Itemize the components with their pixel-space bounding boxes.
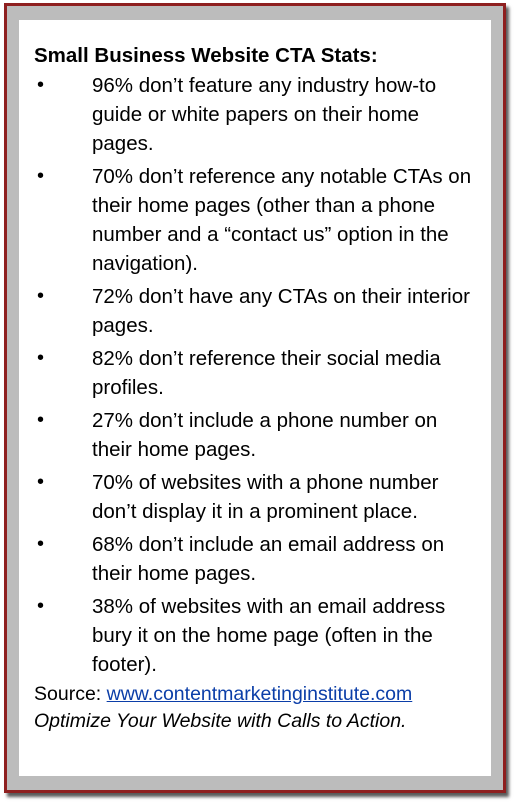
stat-text: 27% don’t include a phone number on their home pages. — [92, 409, 438, 461]
bullet-icon: • — [37, 285, 45, 307]
list-item — [34, 592, 477, 679]
stat-text: 70% of websites with a phone number don’t display it in a prominent place. — [92, 471, 439, 523]
list-item — [34, 282, 477, 340]
stat-text: 82% don’t reference their social media profiles. — [92, 347, 441, 399]
source-caption: Optimize Your Website with Calls to Action. — [34, 710, 407, 732]
stat-text: 38% of websites with an email address bury it on the home page (often in the footer). — [92, 595, 446, 676]
bullet-icon: • — [37, 533, 45, 555]
list-item — [34, 406, 477, 464]
stat-text: 72% don’t have any CTAs on their interior pages. — [92, 285, 470, 337]
source-label: Source: — [34, 683, 102, 705]
bullet-icon: • — [37, 409, 45, 431]
stats-box — [19, 20, 491, 776]
bullet-icon: • — [37, 471, 45, 493]
stat-text: 68% don’t include an email address on their home pages. — [92, 533, 445, 585]
list-item — [34, 530, 477, 588]
list-item — [34, 344, 477, 402]
list-item — [34, 468, 477, 526]
stats-box-frame — [4, 3, 506, 793]
stat-text: 70% don’t reference any notable CTAs on their home pages (other than a phone number and a “contact us” option in the navigation). — [92, 165, 472, 275]
bullet-icon: • — [37, 347, 45, 369]
stats-list — [34, 71, 477, 679]
source-link[interactable]: www.contentmarketinginstitute.com — [106, 683, 413, 705]
stat-text: 96% don’t feature any industry how-to guide or white papers on their home pages. — [92, 74, 437, 155]
bullet-icon: • — [37, 74, 45, 96]
bullet-icon: • — [37, 165, 45, 187]
list-item — [34, 162, 477, 278]
bullet-icon: • — [37, 595, 45, 617]
list-item — [34, 71, 477, 158]
box-title: Small Business Website CTA Stats: — [34, 44, 378, 67]
source-line — [34, 681, 477, 708]
